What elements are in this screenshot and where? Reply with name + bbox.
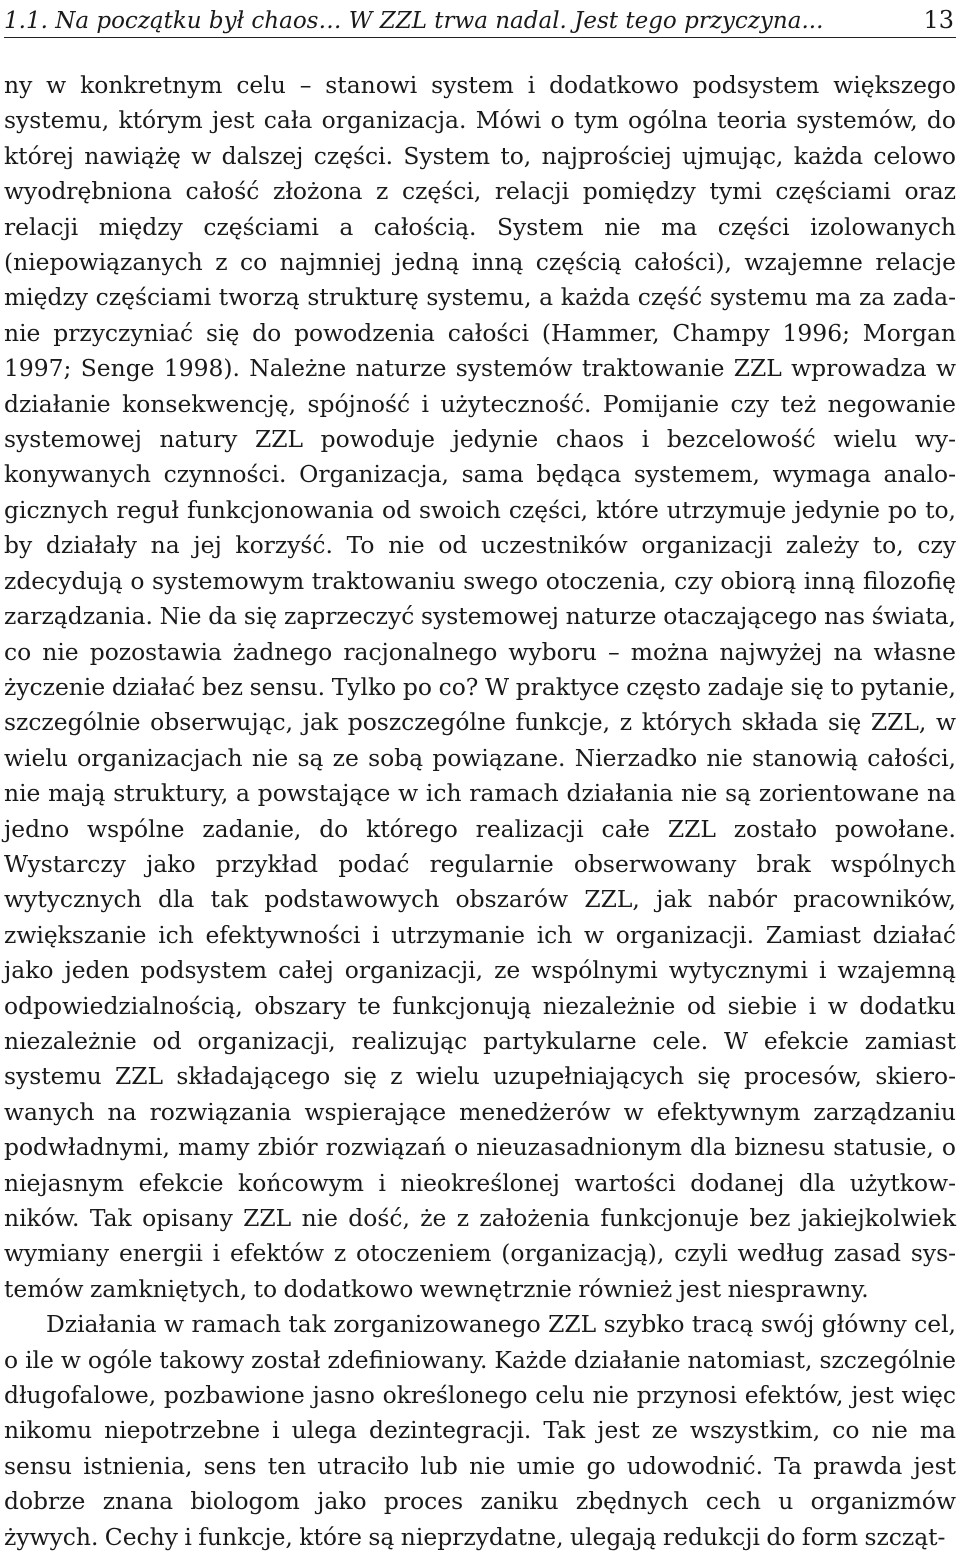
page-number: 13 <box>923 6 954 34</box>
running-header <box>4 0 956 38</box>
paragraph-1: ny w konkretnym celu – stanowi system i dodatkowo podsystem większego systemu, którym jest cała organizacja. Mówi o tym ogólna teoria systemów, do której nawiążę w dalszej części. System to, najprościej ujmując, każda celowo wyodrębniona całość złożona z części, relacji pomiędzy tymi częściami oraz relacji między częściami a całością. System nie ma części izolowanych (niepowiązanych z co najmniej jedną inną częścią całości), wzajemne relacje między częściami tworzą strukturę systemu, a każda część systemu ma za zadanie przyczyniać się do powodzenia całości (Hammer, Champy 1996; Morgan 1997; Senge 1998). Należne naturze systemów traktowanie ZZL wprowadza w działanie konsekwencję, spójność i użyteczność. Pomijanie czy też negowanie systemowej natury ZZL powoduje jedynie chaos i bezcelowość wielu wykonywanych czynności. Organizacja, sama będąca systemem, wymaga analogicznych reguł funkcjonowania od swoich części, które utrzymuje jedynie po to, by działały na jej korzyść. To nie od uczestników organizacji zależy to, czy zdecydują o systemowym traktowaniu swego otoczenia, czy obiorą inną filozofię zarządzania. Nie da się zaprzeczyć systemowej naturze otaczającego nas świata, co nie pozostawia żadnego racjonalnego wyboru – można najwyżej na własne życzenie działać bez sensu. Tylko po co? W praktyce często zadaje się to pytanie, szczególnie obserwując, jak poszczególne funkcje, z których składa się ZZL, w wielu organizacjach nie są ze sobą powiązane. Nierzadko nie stanowią całości, nie mają struktury, a powstające w ich ramach działania nie są zorientowane na jedno wspólne zadanie, do którego realizacji całe ZZL zostało powołane. Wystarczy jako przykład podać regularnie obserwowany brak wspólnych wytycznych dla tak podstawowych obszarów ZZL, jak nabór pracowników, zwiększanie ich efektywności i utrzymanie ich w organizacji. Zamiast działać jako jeden podsystem całej organizacji, ze wspólnymi wytycznymi i wzajemną odpowiedzialnością, obszary te funkcjonują niezależnie od siebie i w dodatku niezależnie od organizacji, realizując partykularne cele. W efekcie zamiast systemu ZZL składającego się z wielu uzupełniających się procesów, skierowanych na rozwiązania wspierające menedżerów w efektywnym zarządzaniu podwładnymi, mamy zbiór rozwiązań o nieuzasadnionym dla biznesu statusie, o niejasnym efekcie końcowym i nieokreślonej wartości dodanej dla użytkowników. Tak opisany ZZL nie dość, że z założenia funkcjonuje bez jakiejkolwiek wymiany energii i efektów z otoczeniem (organizacją), czyli według zasad systemów zamkniętych, to dodatkowo wewnętrznie również jest niesprawny. <box>4 71 956 1303</box>
chapter-title: 1.1. Na początku był chaos… W ZZL trwa nadal. Jest tego przyczyna... <box>4 8 824 34</box>
paragraph-2: Działania w ramach tak zorganizowanego ZZL szybko tracą swój główny cel, o ile w ogóle takowy został zdefiniowany. Każde działanie natomiast, szczególnie długofalowe, pozbawione jasno określonego celu nie przynosi efektów, jest więc nikomu niepotrzebne i ulega dezintegracji. Tak jest ze wszystkim, co nie ma sensu istnienia, sens ten utraciło lub nie umie go udowodnić. Ta prawda jest dobrze znana biologom jako proces zaniku zbędnych cech u organizmów żywych. Cechy i funkcje, które są nieprzydatne, ulegają redukcji do form szcząt- <box>4 1310 956 1551</box>
body-text <box>4 68 956 1555</box>
